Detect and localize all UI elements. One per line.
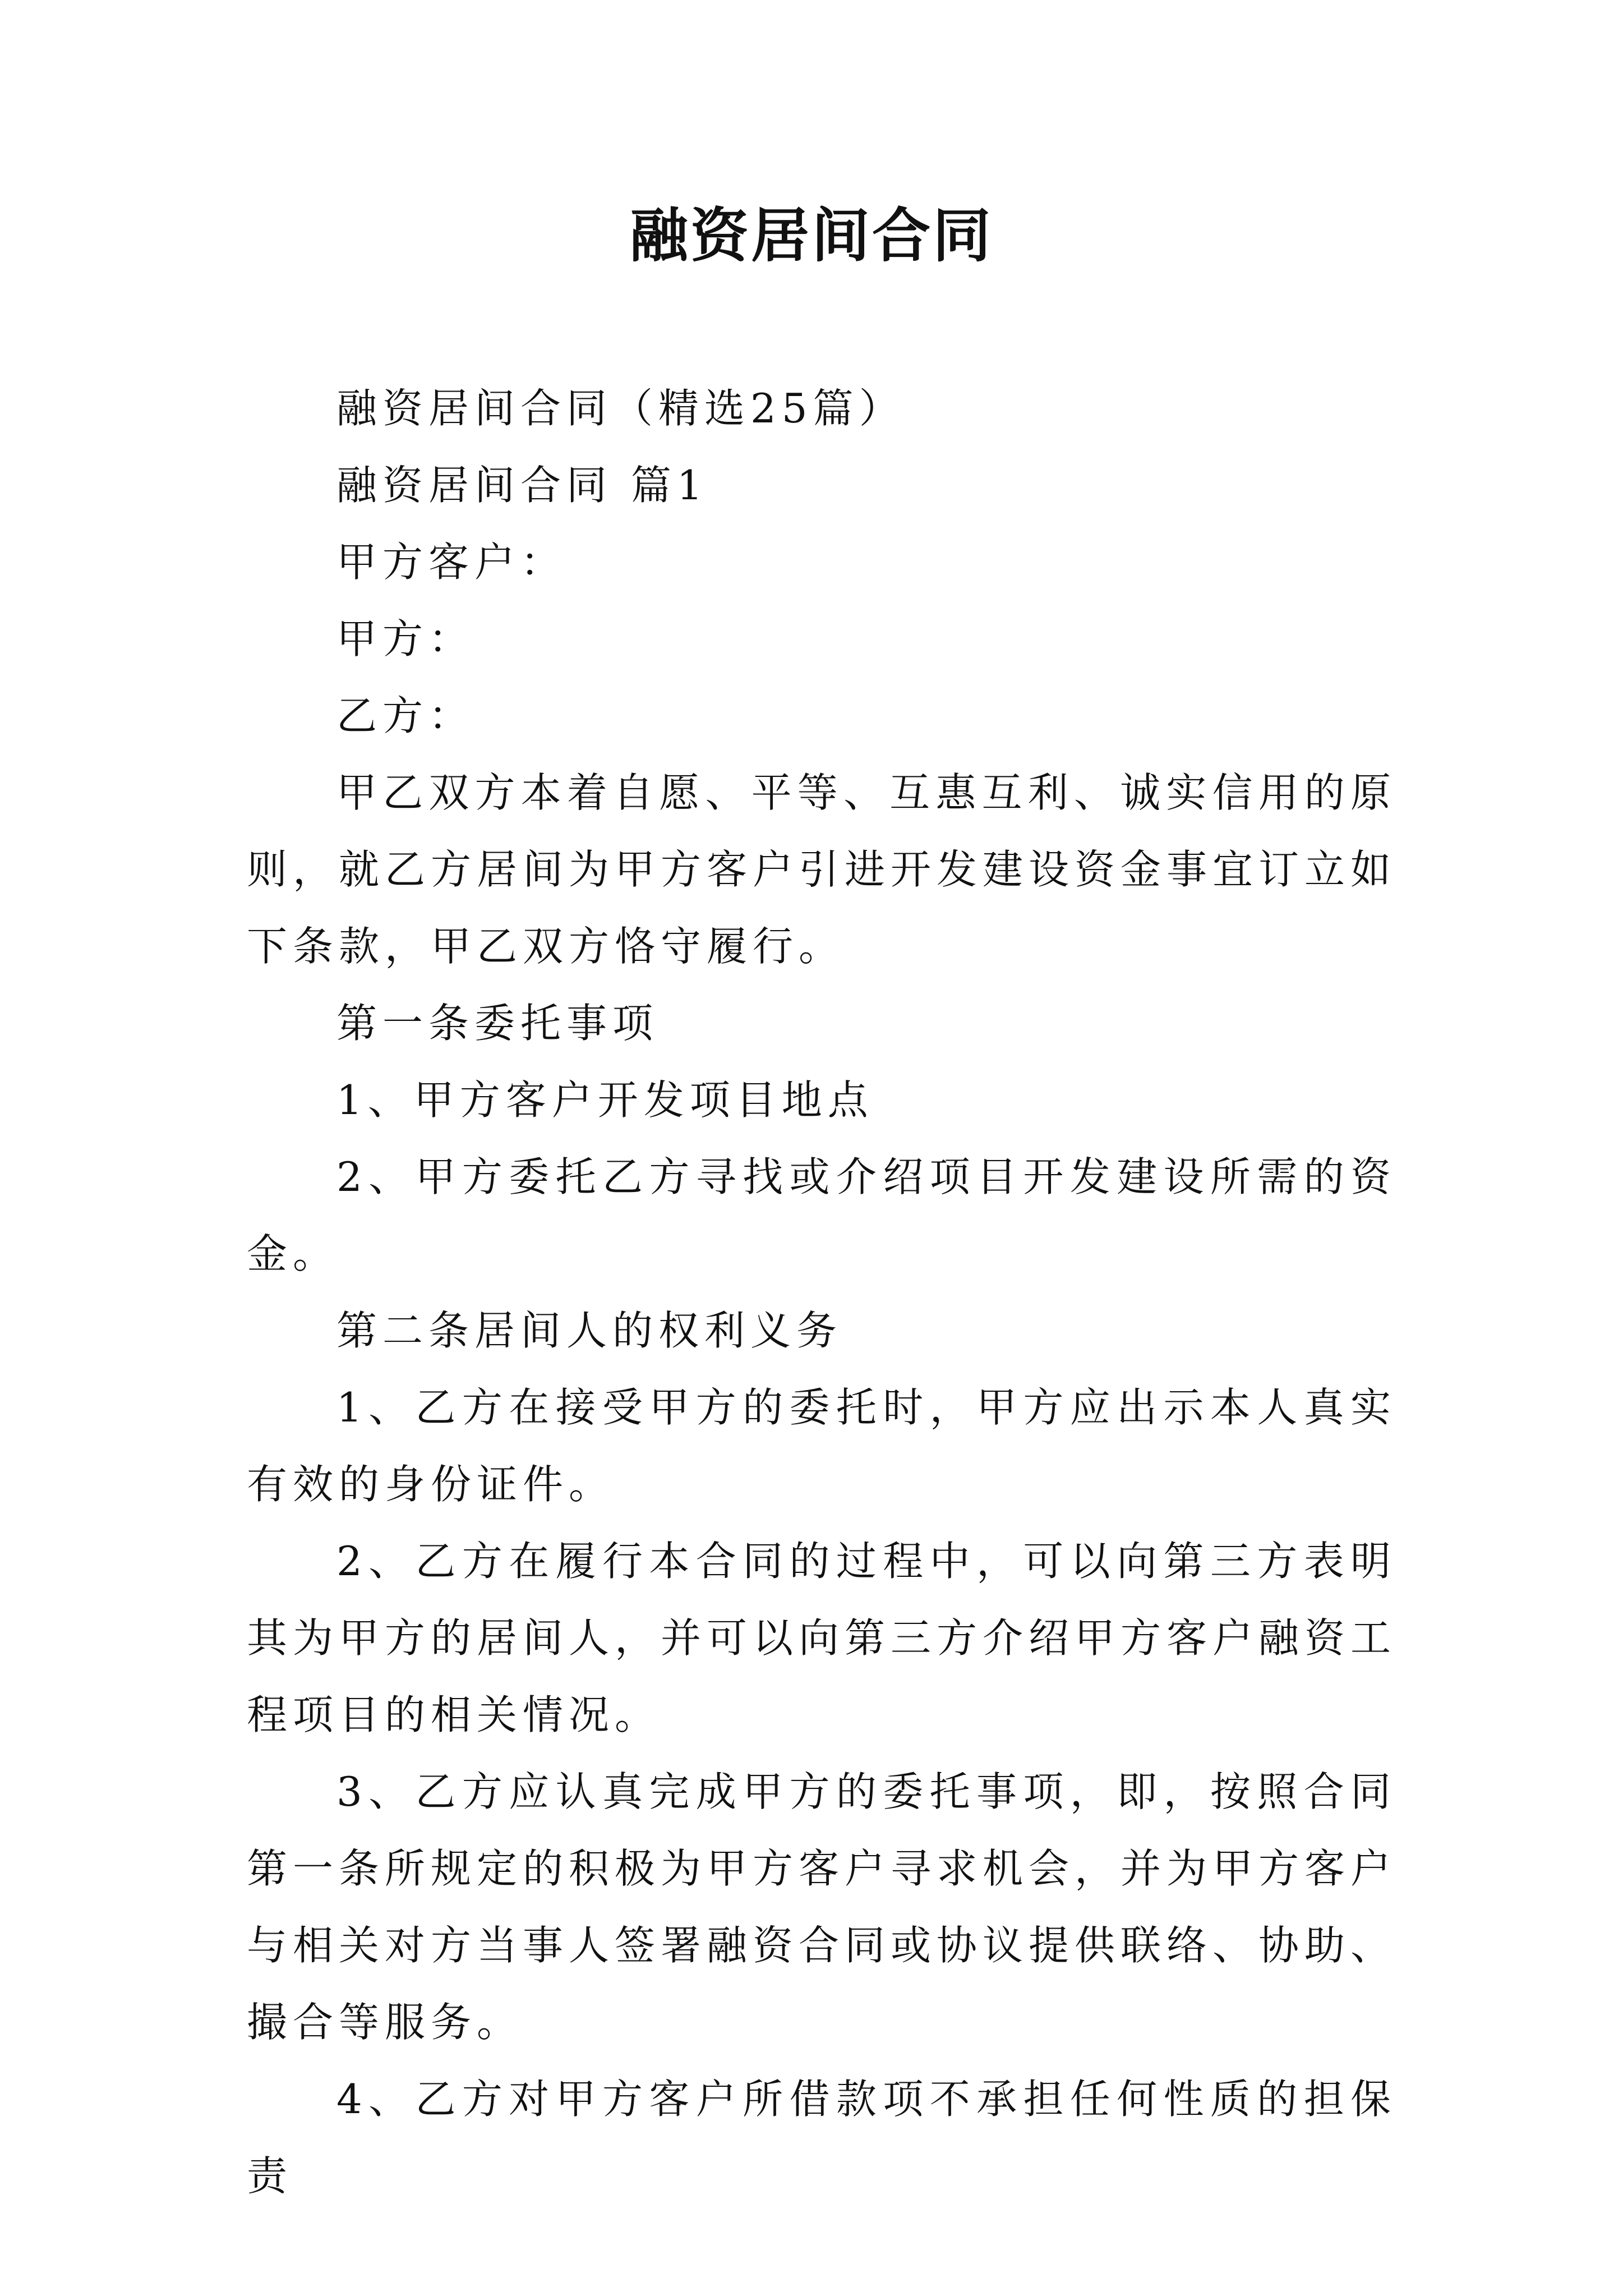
paragraph-party-b: 乙方： — [336, 692, 475, 739]
paragraph-article-1-item-2: 2、甲方委托乙方寻找或介绍项目开发建设所需的资金。 — [247, 1153, 1396, 1277]
document-title: 融资居间合同 — [629, 201, 993, 270]
document-body — [247, 370, 1396, 2215]
paragraph-preamble: 甲乙双方本着自愿、平等、互惠互利、诚实信用的原则，就乙方居间为甲方客户引进开发建设资金事宜订立如下条款，甲乙双方恪守履行。 — [247, 769, 1397, 970]
paragraph-article-1-heading: 第一条委托事项 — [336, 1000, 659, 1047]
paragraph-article-2-item-1: 1、乙方在接受甲方的委托时，甲方应出示本人真实有效的身份证件。 — [247, 1384, 1396, 1508]
paragraph-chapter-heading: 融资居间合同 篇1 — [336, 462, 708, 509]
paragraph-party-client: 甲方客户： — [336, 539, 567, 586]
paragraph-party-a: 甲方： — [336, 615, 475, 662]
paragraph-collection-title: 融资居间合同（精选25篇） — [336, 385, 905, 432]
paragraph-article-2-item-2: 2、乙方在履行本合同的过程中，可以向第三方表明其为甲方的居间人，并可以向第三方介绍甲方客户融资工程项目的相关情况。 — [247, 1538, 1397, 1738]
paragraph-article-1-item-1: 1、甲方客户开发项目地点 — [336, 1076, 874, 1124]
paragraph-article-2-heading: 第二条居间人的权利义务 — [336, 1307, 843, 1354]
paragraph-article-2-item-3: 3、乙方应认真完成甲方的委托事项，即，按照合同第一条所规定的积极为甲方客户寻求机会，并为甲方客户与相关对方当事人签署融资合同或协议提供联络、协助、撮合等服务。 — [247, 1768, 1397, 2046]
paragraph-article-2-item-4: 4、乙方对甲方客户所借款项不承担任何性质的担保责 — [247, 2076, 1396, 2200]
